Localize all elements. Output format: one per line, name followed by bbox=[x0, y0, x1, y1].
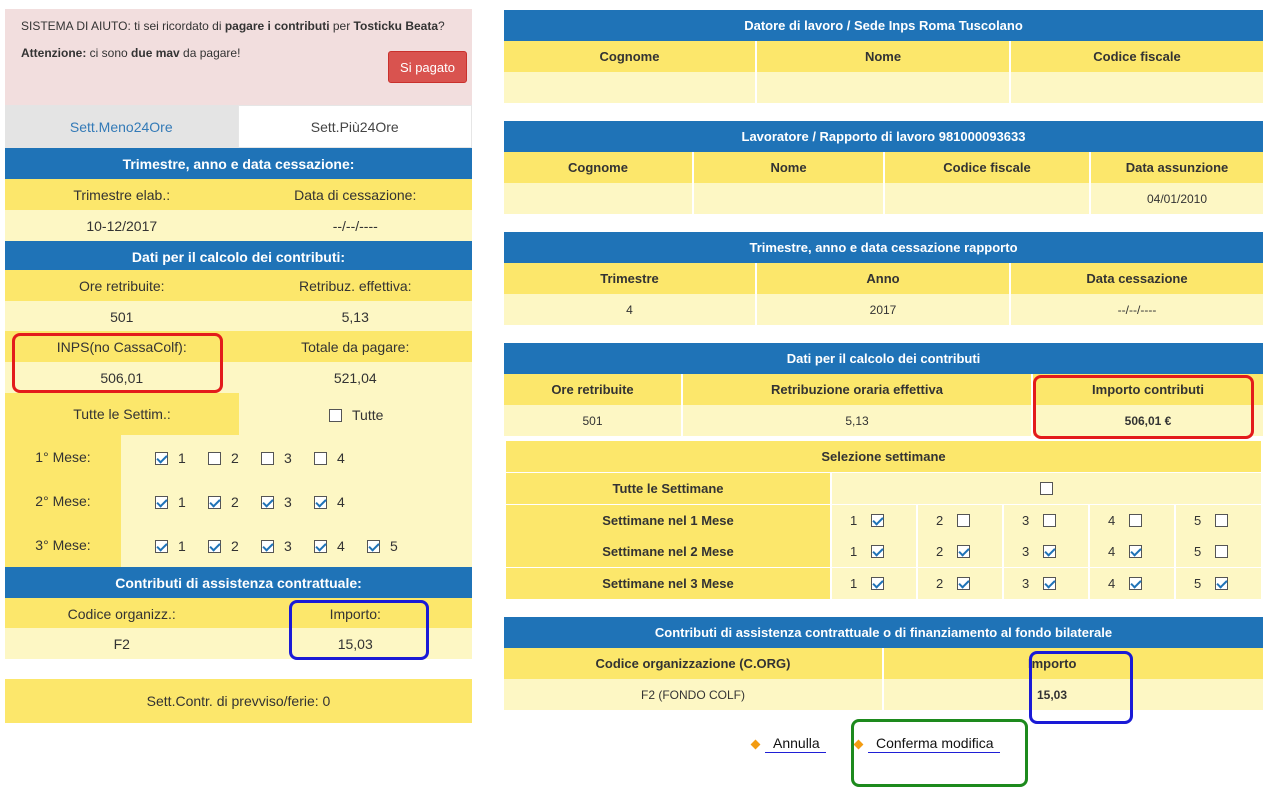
trimestre-header: Trimestre bbox=[504, 263, 757, 294]
week-cell[interactable] bbox=[918, 505, 1004, 536]
week-checkbox[interactable] bbox=[314, 496, 327, 509]
week-checkbox[interactable] bbox=[1043, 577, 1056, 590]
week-number-label: 5 bbox=[390, 538, 398, 554]
datore-value-row bbox=[504, 72, 1263, 103]
codice-organizzazione-value: F2 (FONDO COLF) bbox=[504, 679, 884, 710]
tutte-settim-label: Tutte le Settim.: bbox=[5, 393, 239, 435]
week-checkbox[interactable] bbox=[314, 452, 327, 465]
week-checkbox[interactable] bbox=[208, 452, 221, 465]
contributi-fondo-header-row bbox=[504, 648, 1263, 679]
week-number-label: 4 bbox=[337, 494, 345, 510]
week-number-label: 3 bbox=[1022, 544, 1030, 559]
week-cell[interactable] bbox=[1176, 505, 1261, 536]
week-number-label: 1 bbox=[178, 450, 186, 466]
trimestre-elab-label: Trimestre elab.: bbox=[73, 186, 171, 203]
week-number-label: 2 bbox=[231, 538, 239, 554]
calcolo-value-row bbox=[5, 301, 472, 332]
week-number-label: 3 bbox=[284, 538, 292, 554]
week-checkbox[interactable] bbox=[957, 545, 970, 558]
tutte-settimane-row bbox=[506, 473, 1261, 504]
ore-retribuite-header: Ore retribuite bbox=[504, 374, 683, 405]
ore-retribuite-label: Ore retribuite: bbox=[78, 277, 165, 294]
calcolo-contributi-header-row bbox=[504, 374, 1263, 405]
week-checkbox[interactable] bbox=[1215, 514, 1228, 527]
inps-value: 506,01 bbox=[100, 369, 144, 386]
retribuz-effettiva-label: Retribuz. effettiva: bbox=[298, 277, 412, 294]
week-checkbox[interactable] bbox=[155, 452, 168, 465]
week-checkbox[interactable] bbox=[1043, 514, 1056, 527]
trimestre-header-row bbox=[5, 179, 472, 210]
section-assistenza-title: Contributi di assistenza contrattuale: bbox=[5, 567, 472, 598]
week-checkbox[interactable] bbox=[1129, 577, 1142, 590]
mese-3-label: 3° Mese: bbox=[5, 523, 121, 567]
week-checkbox[interactable] bbox=[871, 577, 884, 590]
data-cessazione-value: --/--/---- bbox=[332, 217, 378, 234]
week-checkbox-item[interactable] bbox=[261, 538, 292, 554]
trimestre-rapporto-header-row bbox=[504, 263, 1263, 294]
week-cell[interactable] bbox=[918, 536, 1004, 567]
codice-organizzazione-header: Codice organizzazione (C.ORG) bbox=[504, 648, 884, 679]
conferma-modifica-link-text[interactable]: Conferma modifica bbox=[868, 735, 1000, 753]
trimestre-value-row bbox=[5, 210, 472, 241]
week-checkbox[interactable] bbox=[155, 540, 168, 553]
week-checkbox[interactable] bbox=[261, 540, 274, 553]
datore-cognome-header: Cognome bbox=[504, 41, 757, 72]
calcolo-header-row bbox=[5, 270, 472, 301]
week-checkbox[interactable] bbox=[155, 496, 168, 509]
contributi-fondo-title: Contributi di assistenza contrattuale o di finanziamento al fondo bilaterale bbox=[504, 617, 1263, 648]
lavoratore-title: Lavoratore / Rapporto di lavoro 981000093633 bbox=[504, 121, 1263, 152]
week-cell[interactable] bbox=[1090, 505, 1176, 536]
tutte-settimane-checkbox[interactable] bbox=[1040, 482, 1053, 495]
week-cell[interactable] bbox=[832, 568, 918, 599]
inps-label: INPS(no CassaColf): bbox=[56, 338, 187, 355]
week-type-tabs bbox=[5, 105, 472, 148]
bullet-diamond-icon bbox=[751, 739, 761, 749]
lavoratore-nome-value bbox=[694, 183, 885, 214]
week-checkbox[interactable] bbox=[261, 496, 274, 509]
retribuzione-oraria-header: Retribuzione oraria effettiva bbox=[683, 374, 1033, 405]
selezione-settimane-title: Selezione settimane bbox=[821, 449, 946, 464]
datore-nome-value bbox=[757, 72, 1011, 103]
codice-organizz-value: F2 bbox=[113, 635, 130, 652]
form-actions bbox=[752, 733, 1032, 763]
calcolo-contributi-value-row bbox=[504, 405, 1263, 436]
section-calcolo-title: Dati per il calcolo dei contributi: bbox=[5, 241, 472, 272]
week-number-label: 4 bbox=[1108, 544, 1116, 559]
mese-2-label: 2° Mese: bbox=[5, 479, 121, 523]
trimestre-value: 4 bbox=[504, 294, 757, 325]
week-number-label: 3 bbox=[284, 450, 292, 466]
week-number-label: 3 bbox=[284, 494, 292, 510]
datore-header-row bbox=[504, 41, 1263, 72]
settimane-mese-row bbox=[506, 505, 1261, 536]
lavoratore-nome-header: Nome bbox=[694, 152, 885, 183]
week-cell[interactable] bbox=[1004, 568, 1090, 599]
week-checkbox[interactable] bbox=[314, 540, 327, 553]
week-checkbox-item[interactable] bbox=[208, 494, 239, 510]
week-checkbox[interactable] bbox=[957, 514, 970, 527]
datore-codice-fiscale-value bbox=[1011, 72, 1263, 103]
week-cell[interactable] bbox=[918, 568, 1004, 599]
week-cell[interactable] bbox=[1004, 536, 1090, 567]
tutte-checkbox[interactable] bbox=[329, 409, 342, 422]
importo-value: 15,03 bbox=[337, 635, 373, 652]
week-checkbox-item[interactable] bbox=[155, 494, 186, 510]
mese-1-label: 1° Mese: bbox=[5, 435, 121, 479]
week-checkbox[interactable] bbox=[208, 540, 221, 553]
annulla-link[interactable] bbox=[752, 735, 826, 753]
anno-value: 2017 bbox=[757, 294, 1011, 325]
week-number-label: 2 bbox=[936, 513, 944, 528]
week-cell[interactable] bbox=[1176, 536, 1261, 567]
trimestre-elab-value: 10-12/2017 bbox=[86, 217, 158, 234]
week-cell[interactable] bbox=[1176, 568, 1261, 599]
week-number-label: 1 bbox=[178, 538, 186, 554]
week-checkbox-item[interactable] bbox=[367, 538, 398, 554]
week-checkbox[interactable] bbox=[957, 577, 970, 590]
week-checkbox[interactable] bbox=[367, 540, 380, 553]
selezione-settimane-header-row bbox=[506, 441, 1261, 472]
week-number-label: 2 bbox=[936, 544, 944, 559]
week-number-label: 2 bbox=[231, 450, 239, 466]
week-checkbox[interactable] bbox=[1215, 577, 1228, 590]
data-cessazione-value-right: --/--/---- bbox=[1117, 302, 1157, 317]
week-checkbox-item[interactable] bbox=[208, 450, 239, 466]
bullet-diamond-icon bbox=[854, 739, 864, 749]
week-checkbox-item[interactable] bbox=[155, 538, 186, 554]
tutte-settimane-label: Tutte le Settimane bbox=[506, 473, 832, 504]
calcolo-contributi-title: Dati per il calcolo dei contributi bbox=[504, 343, 1263, 374]
importo-fondo-value: 15,03 bbox=[1037, 687, 1068, 702]
codice-organizz-label: Codice organizz.: bbox=[67, 605, 176, 622]
datore-title: Datore di lavoro / Sede Inps Roma Tuscolano bbox=[504, 10, 1263, 41]
week-number-label: 4 bbox=[337, 450, 345, 466]
settimane-mese-label: Settimane nel 2 Mese bbox=[506, 536, 832, 567]
assistenza-value-row bbox=[5, 628, 472, 659]
week-cell[interactable] bbox=[1090, 568, 1176, 599]
data-assunzione-header: Data assunzione bbox=[1125, 160, 1229, 175]
week-cell[interactable] bbox=[1090, 536, 1176, 567]
week-checkbox-item[interactable] bbox=[314, 494, 345, 510]
week-checkbox-item[interactable] bbox=[314, 450, 345, 466]
week-checkbox[interactable] bbox=[261, 452, 274, 465]
week-checkbox[interactable] bbox=[871, 545, 884, 558]
week-number-label: 5 bbox=[1194, 576, 1202, 591]
lavoratore-cognome-header: Cognome bbox=[504, 152, 694, 183]
importo-header: Importo bbox=[1028, 656, 1077, 671]
settimane-mese-row bbox=[506, 568, 1261, 599]
tab-sett-piu-24-ore[interactable]: Sett.Più24Ore bbox=[238, 105, 473, 148]
week-checkbox-item[interactable] bbox=[208, 538, 239, 554]
week-cell[interactable] bbox=[832, 505, 918, 536]
lavoratore-value-row bbox=[504, 183, 1263, 214]
week-number-label: 1 bbox=[850, 513, 858, 528]
week-number-label: 1 bbox=[850, 544, 858, 559]
importo-contributi-value: 506,01 € bbox=[1124, 413, 1172, 428]
week-cell[interactable] bbox=[832, 536, 918, 567]
alert-reminder-text: SISTEMA DI AIUTO: ti sei ricordato di pagare i contributi per Tosticku Beata? bbox=[21, 19, 445, 33]
week-number-label: 1 bbox=[178, 494, 186, 510]
contributi-fondo-value-row bbox=[504, 679, 1263, 710]
datore-cognome-value bbox=[504, 72, 757, 103]
annulla-link-text[interactable]: Annulla bbox=[765, 735, 826, 753]
week-number-label: 4 bbox=[1108, 513, 1116, 528]
week-checkbox[interactable] bbox=[1129, 545, 1142, 558]
section-trimestre-title: Trimestre, anno e data cessazione: bbox=[5, 148, 472, 179]
payment-reminder-alert bbox=[5, 9, 472, 105]
assistenza-header-row bbox=[5, 598, 472, 629]
si-pagato-button[interactable]: Si pagato bbox=[388, 51, 467, 83]
week-checkbox[interactable] bbox=[871, 514, 884, 527]
tutte-checkbox-item[interactable] bbox=[329, 407, 383, 423]
inps-header-row bbox=[5, 331, 472, 362]
week-number-label: 2 bbox=[231, 494, 239, 510]
week-checkbox-item[interactable] bbox=[261, 494, 292, 510]
week-number-label: 3 bbox=[1022, 513, 1030, 528]
lavoratore-cognome-value bbox=[504, 183, 694, 214]
alert-warning-text: Attenzione: ci sono due mav da pagare! bbox=[21, 46, 241, 60]
week-checkbox-item[interactable] bbox=[155, 450, 186, 466]
week-cell[interactable] bbox=[1004, 505, 1090, 536]
ore-retribuite-value: 501 bbox=[110, 308, 134, 325]
week-checkbox[interactable] bbox=[1129, 514, 1142, 527]
week-checkbox[interactable] bbox=[208, 496, 221, 509]
settimane-mese-label: Settimane nel 1 Mese bbox=[506, 505, 832, 536]
tutte-settimane-cell bbox=[832, 473, 1261, 504]
settimane-mese-row bbox=[506, 536, 1261, 567]
conferma-modifica-link[interactable] bbox=[855, 735, 1000, 753]
week-number-label: 1 bbox=[850, 576, 858, 591]
retribuz-effettiva-value: 5,13 bbox=[341, 308, 369, 325]
lavoratore-codice-fiscale-header: Codice fiscale bbox=[885, 152, 1091, 183]
anno-header: Anno bbox=[757, 263, 1011, 294]
data-cessazione-header: Data cessazione bbox=[1086, 271, 1188, 286]
settimane-mese-label: Settimane nel 3 Mese bbox=[506, 568, 832, 599]
trimestre-rapporto-value-row bbox=[504, 294, 1263, 325]
data-cessazione-label: Data di cessazione: bbox=[294, 186, 417, 203]
datore-nome-header: Nome bbox=[757, 41, 1011, 72]
week-selection-area bbox=[5, 393, 472, 567]
totale-da-pagare-label: Totale da pagare: bbox=[301, 338, 410, 355]
week-number-label: 3 bbox=[1022, 576, 1030, 591]
lavoratore-header-row bbox=[504, 152, 1263, 183]
week-checkbox-item[interactable] bbox=[314, 538, 345, 554]
ore-retribuite-value-right: 501 bbox=[504, 405, 683, 436]
tutte-label: Tutte bbox=[352, 407, 384, 423]
data-assunzione-value: 04/01/2010 bbox=[1146, 191, 1208, 206]
totale-da-pagare-value: 521,04 bbox=[333, 369, 377, 386]
trimestre-rapporto-title: Trimestre, anno e data cessazione rapporto bbox=[504, 232, 1263, 263]
datore-codice-fiscale-header: Codice fiscale bbox=[1093, 49, 1181, 64]
week-number-label: 5 bbox=[1194, 544, 1202, 559]
prevviso-ferie-text: Sett.Contr. di prevviso/ferie: 0 bbox=[5, 679, 472, 723]
importo-contributi-header: Importo contributi bbox=[1092, 382, 1204, 397]
week-number-label: 4 bbox=[1108, 576, 1116, 591]
week-checkbox-item[interactable] bbox=[261, 450, 292, 466]
tab-sett-meno-24-ore[interactable]: Sett.Meno24Ore bbox=[5, 105, 238, 148]
inps-value-row bbox=[5, 362, 472, 393]
week-checkbox[interactable] bbox=[1215, 545, 1228, 558]
week-number-label: 2 bbox=[936, 576, 944, 591]
week-number-label: 5 bbox=[1194, 513, 1202, 528]
week-checkbox[interactable] bbox=[1043, 545, 1056, 558]
retribuzione-oraria-value: 5,13 bbox=[683, 405, 1033, 436]
lavoratore-codice-fiscale-value bbox=[885, 183, 1091, 214]
importo-label: Importo: bbox=[329, 605, 381, 622]
week-number-label: 4 bbox=[337, 538, 345, 554]
